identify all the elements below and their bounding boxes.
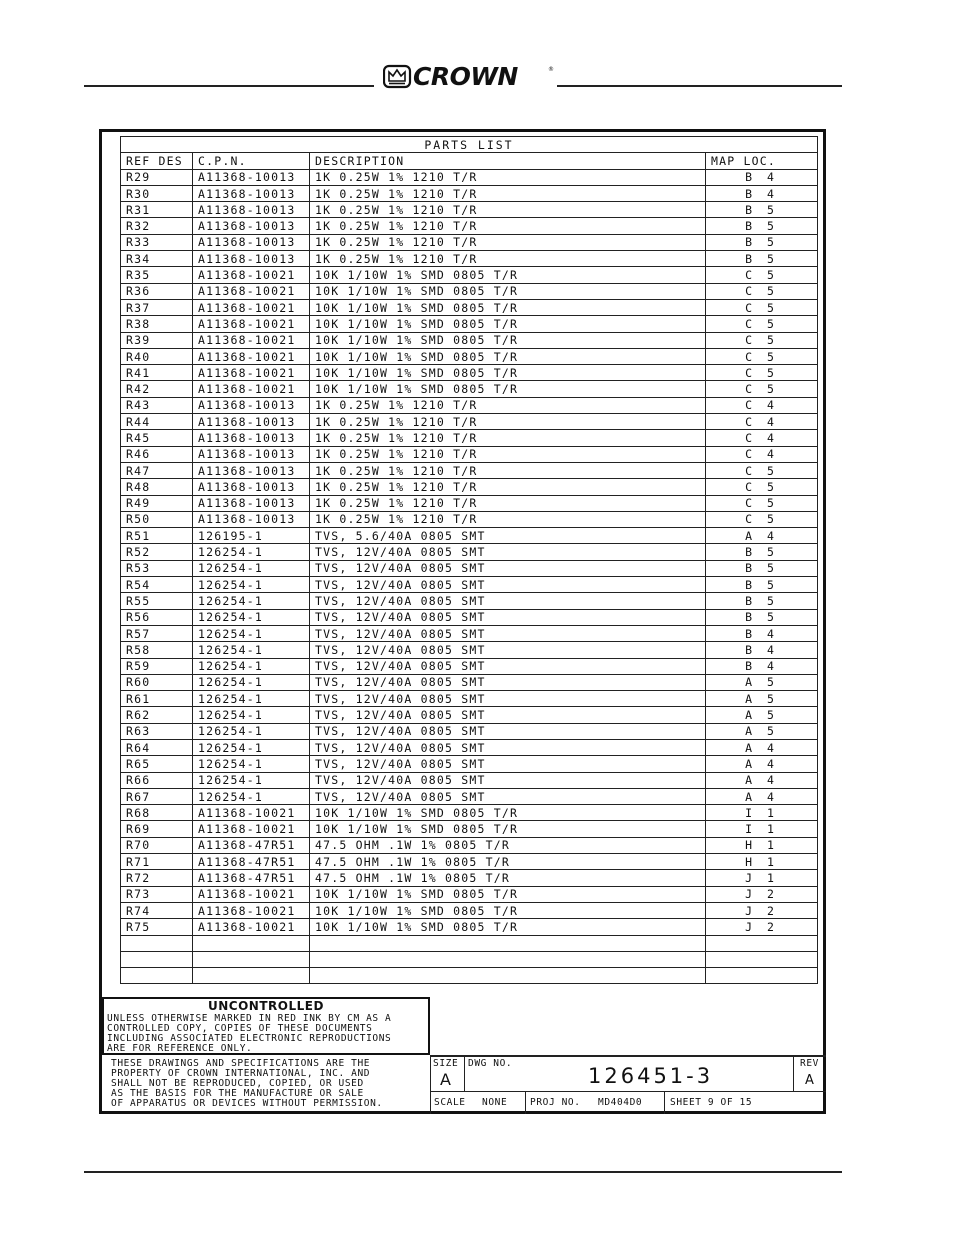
description-cell: 10K 1/10W 1% SMD 0805 T/R bbox=[310, 902, 706, 918]
description-cell: TVS, 12V/40A 0805 SMT bbox=[310, 723, 706, 739]
parts-list-row bbox=[121, 560, 818, 576]
ref-des-cell: R59 bbox=[121, 658, 193, 674]
crown-emblem-icon bbox=[383, 62, 555, 90]
parts-list-row bbox=[121, 625, 818, 641]
cpn-cell: 126254-1 bbox=[193, 723, 310, 739]
cpn-cell: A11368-10021 bbox=[193, 348, 310, 364]
cpn-cell: 126254-1 bbox=[193, 674, 310, 690]
parts-list-row bbox=[121, 202, 818, 218]
description-cell: 10K 1/10W 1% SMD 0805 T/R bbox=[310, 316, 706, 332]
ref-des-cell: R57 bbox=[121, 625, 193, 641]
map-loc-cell: C 5 bbox=[706, 348, 818, 364]
parts-list-row bbox=[121, 299, 818, 315]
parts-list-row bbox=[121, 365, 818, 381]
parts-list-title: PARTS LIST bbox=[121, 137, 818, 153]
map-loc-cell: C 5 bbox=[706, 365, 818, 381]
parts-list-row bbox=[121, 772, 818, 788]
cpn-cell: A11368-10021 bbox=[193, 283, 310, 299]
cpn-cell: 126254-1 bbox=[193, 593, 310, 609]
column-header-description: DESCRIPTION bbox=[310, 153, 706, 169]
cpn-cell: 126254-1 bbox=[193, 788, 310, 804]
map-loc-cell: B 5 bbox=[706, 593, 818, 609]
parts-list-row bbox=[121, 169, 818, 185]
description-cell: TVS, 12V/40A 0805 SMT bbox=[310, 560, 706, 576]
ref-des-cell: R62 bbox=[121, 707, 193, 723]
dwg-no-label: DWG NO. bbox=[468, 1058, 513, 1069]
description-cell: 10K 1/10W 1% SMD 0805 T/R bbox=[310, 381, 706, 397]
ref-des-cell: R56 bbox=[121, 609, 193, 625]
description-cell: 1K 0.25W 1% 1210 T/R bbox=[310, 430, 706, 446]
property-line: PROPERTY OF CROWN INTERNATIONAL, INC. AND bbox=[111, 1068, 371, 1079]
cpn-cell: A11368-10021 bbox=[193, 267, 310, 283]
parts-list-row bbox=[121, 837, 818, 853]
parts-list-row bbox=[121, 397, 818, 413]
uncontrolled-line: ARE FOR REFERENCE ONLY. bbox=[107, 1043, 253, 1054]
cpn-cell: A11368-10013 bbox=[193, 479, 310, 495]
map-loc-cell: C 5 bbox=[706, 267, 818, 283]
map-loc-cell: A 4 bbox=[706, 788, 818, 804]
cpn-cell: A11368-10013 bbox=[193, 169, 310, 185]
parts-list-row bbox=[121, 805, 818, 821]
map-loc-cell: A 5 bbox=[706, 723, 818, 739]
description-cell: 1K 0.25W 1% 1210 T/R bbox=[310, 202, 706, 218]
property-line: OF APPARATUS OR DEVICES WITHOUT PERMISSION. bbox=[111, 1098, 383, 1109]
cpn-cell: A11368-47R51 bbox=[193, 837, 310, 853]
svg-text:®: ® bbox=[548, 66, 554, 73]
uncontrolled-line: UNLESS OTHERWISE MARKED IN RED INK BY CM AS A bbox=[107, 1013, 392, 1024]
cpn-cell: A11368-10013 bbox=[193, 495, 310, 511]
ref-des-cell: R58 bbox=[121, 642, 193, 658]
map-loc-cell: A 5 bbox=[706, 674, 818, 690]
parts-list-row bbox=[121, 935, 818, 951]
description-cell: TVS, 12V/40A 0805 SMT bbox=[310, 642, 706, 658]
parts-list-row bbox=[121, 414, 818, 430]
parts-list-row bbox=[121, 479, 818, 495]
map-loc-cell: C 5 bbox=[706, 299, 818, 315]
cpn-cell: A11368-10021 bbox=[193, 805, 310, 821]
uncontrolled-notice bbox=[102, 997, 430, 1055]
uncontrolled-line: INCLUDING ASSOCIATED ELECTRONIC REPRODUCTIONS bbox=[107, 1033, 392, 1044]
ref-des-cell: R29 bbox=[121, 169, 193, 185]
description-cell: TVS, 12V/40A 0805 SMT bbox=[310, 658, 706, 674]
map-loc-cell: C 5 bbox=[706, 332, 818, 348]
header-rule-right bbox=[557, 85, 842, 87]
map-loc-cell: C 4 bbox=[706, 446, 818, 462]
ref-des-cell: R51 bbox=[121, 528, 193, 544]
cpn-cell: 126254-1 bbox=[193, 544, 310, 560]
description-cell: 1K 0.25W 1% 1210 T/R bbox=[310, 251, 706, 267]
ref-des-cell: R33 bbox=[121, 234, 193, 250]
ref-des-cell: R70 bbox=[121, 837, 193, 853]
map-loc-cell: B 5 bbox=[706, 560, 818, 576]
ref-des-cell: R69 bbox=[121, 821, 193, 837]
description-cell: 10K 1/10W 1% SMD 0805 T/R bbox=[310, 919, 706, 935]
map-loc-cell: B 4 bbox=[706, 169, 818, 185]
parts-list-row bbox=[121, 707, 818, 723]
cpn-cell: A11368-10021 bbox=[193, 886, 310, 902]
map-loc-cell: B 5 bbox=[706, 577, 818, 593]
parts-list-row bbox=[121, 528, 818, 544]
header-rule-left bbox=[84, 85, 374, 87]
map-loc-cell: B 4 bbox=[706, 185, 818, 201]
description-cell: 10K 1/10W 1% SMD 0805 T/R bbox=[310, 267, 706, 283]
parts-list-row bbox=[121, 332, 818, 348]
description-cell: 47.5 OHM .1W 1% 0805 T/R bbox=[310, 837, 706, 853]
cpn-cell: A11368-10013 bbox=[193, 511, 310, 527]
description-cell: TVS, 12V/40A 0805 SMT bbox=[310, 625, 706, 641]
map-loc-cell bbox=[706, 935, 818, 951]
map-loc-cell: B 4 bbox=[706, 642, 818, 658]
ref-des-cell: R43 bbox=[121, 397, 193, 413]
cpn-cell: A11368-10021 bbox=[193, 365, 310, 381]
parts-list-row bbox=[121, 739, 818, 755]
parts-list-table bbox=[120, 136, 818, 984]
cpn-cell: A11368-10021 bbox=[193, 902, 310, 918]
dwg-no-value: 126451-3 bbox=[588, 1064, 714, 1088]
ref-des-cell: R55 bbox=[121, 593, 193, 609]
cpn-cell: A11368-47R51 bbox=[193, 870, 310, 886]
parts-list-row bbox=[121, 348, 818, 364]
ref-des-cell: R48 bbox=[121, 479, 193, 495]
map-loc-cell: C 5 bbox=[706, 495, 818, 511]
cpn-cell: 126195-1 bbox=[193, 528, 310, 544]
ref-des-cell: R34 bbox=[121, 251, 193, 267]
property-line: SHALL NOT BE REPRODUCED, COPIED, OR USED bbox=[111, 1078, 364, 1089]
uncontrolled-heading: UNCONTROLLED bbox=[208, 999, 324, 1013]
rev-label: REV bbox=[800, 1058, 819, 1069]
ref-des-cell: R68 bbox=[121, 805, 193, 821]
parts-list-row bbox=[121, 674, 818, 690]
ref-des-cell: R71 bbox=[121, 854, 193, 870]
map-loc-cell: B 5 bbox=[706, 609, 818, 625]
cpn-cell: 126254-1 bbox=[193, 739, 310, 755]
cpn-cell: 126254-1 bbox=[193, 691, 310, 707]
ref-des-cell bbox=[121, 968, 193, 984]
map-loc-cell: C 5 bbox=[706, 511, 818, 527]
cpn-cell: A11368-10021 bbox=[193, 316, 310, 332]
ref-des-cell: R30 bbox=[121, 185, 193, 201]
ref-des-cell: R54 bbox=[121, 577, 193, 593]
map-loc-cell: B 4 bbox=[706, 625, 818, 641]
ref-des-cell: R31 bbox=[121, 202, 193, 218]
title-block-rule bbox=[664, 1091, 665, 1114]
footer-rule bbox=[84, 1171, 842, 1173]
map-loc-cell: A 5 bbox=[706, 691, 818, 707]
ref-des-cell: R64 bbox=[121, 739, 193, 755]
title-block-rule bbox=[430, 1091, 826, 1092]
map-loc-cell: A 4 bbox=[706, 772, 818, 788]
cpn-cell: 126254-1 bbox=[193, 609, 310, 625]
ref-des-cell: R37 bbox=[121, 299, 193, 315]
cpn-cell: A11368-10013 bbox=[193, 234, 310, 250]
proj-no-label: PROJ NO. bbox=[530, 1097, 581, 1108]
map-loc-cell: J 2 bbox=[706, 919, 818, 935]
ref-des-cell: R42 bbox=[121, 381, 193, 397]
map-loc-cell: C 5 bbox=[706, 462, 818, 478]
cpn-cell: A11368-10013 bbox=[193, 202, 310, 218]
map-loc-cell: A 4 bbox=[706, 528, 818, 544]
brand-wordmark: CROWN bbox=[413, 62, 518, 90]
map-loc-cell: I 1 bbox=[706, 821, 818, 837]
map-loc-cell: B 5 bbox=[706, 251, 818, 267]
map-loc-cell: C 4 bbox=[706, 397, 818, 413]
description-cell bbox=[310, 935, 706, 951]
column-header-map-loc: MAP LOC. bbox=[706, 153, 818, 169]
ref-des-cell: R35 bbox=[121, 267, 193, 283]
parts-list-row bbox=[121, 316, 818, 332]
ref-des-cell: R60 bbox=[121, 674, 193, 690]
description-cell: 10K 1/10W 1% SMD 0805 T/R bbox=[310, 299, 706, 315]
parts-list-row bbox=[121, 788, 818, 804]
title-block-rule bbox=[525, 1091, 526, 1114]
ref-des-cell: R66 bbox=[121, 772, 193, 788]
parts-list-row bbox=[121, 251, 818, 267]
cpn-cell: A11368-10021 bbox=[193, 332, 310, 348]
cpn-cell: 126254-1 bbox=[193, 772, 310, 788]
size-label: SIZE bbox=[433, 1058, 459, 1069]
cpn-cell: A11368-10021 bbox=[193, 919, 310, 935]
cpn-cell: 126254-1 bbox=[193, 642, 310, 658]
title-block-rule bbox=[430, 1055, 431, 1114]
cpn-cell: A11368-10021 bbox=[193, 821, 310, 837]
map-loc-cell: J 2 bbox=[706, 902, 818, 918]
property-notice bbox=[102, 1055, 430, 1114]
column-header-cpn: C.P.N. bbox=[193, 153, 310, 169]
cpn-cell: 126254-1 bbox=[193, 560, 310, 576]
description-cell: 10K 1/10W 1% SMD 0805 T/R bbox=[310, 886, 706, 902]
parts-list-row bbox=[121, 511, 818, 527]
sheet-label: SHEET 9 OF 15 bbox=[670, 1097, 753, 1108]
map-loc-cell: C 5 bbox=[706, 316, 818, 332]
description-cell: 1K 0.25W 1% 1210 T/R bbox=[310, 446, 706, 462]
parts-list-row bbox=[121, 919, 818, 935]
description-cell: TVS, 12V/40A 0805 SMT bbox=[310, 593, 706, 609]
description-cell: TVS, 12V/40A 0805 SMT bbox=[310, 577, 706, 593]
description-cell: 1K 0.25W 1% 1210 T/R bbox=[310, 185, 706, 201]
description-cell: TVS, 12V/40A 0805 SMT bbox=[310, 707, 706, 723]
ref-des-cell bbox=[121, 935, 193, 951]
ref-des-cell: R67 bbox=[121, 788, 193, 804]
parts-list-row bbox=[121, 185, 818, 201]
parts-list-row bbox=[121, 430, 818, 446]
parts-list-row bbox=[121, 609, 818, 625]
ref-des-cell: R73 bbox=[121, 886, 193, 902]
parts-list-row bbox=[121, 642, 818, 658]
cpn-cell: 126254-1 bbox=[193, 658, 310, 674]
parts-list-row bbox=[121, 283, 818, 299]
description-cell: 1K 0.25W 1% 1210 T/R bbox=[310, 414, 706, 430]
ref-des-cell: R50 bbox=[121, 511, 193, 527]
parts-list-row bbox=[121, 756, 818, 772]
parts-list-row bbox=[121, 821, 818, 837]
ref-des-cell: R39 bbox=[121, 332, 193, 348]
description-cell: 1K 0.25W 1% 1210 T/R bbox=[310, 462, 706, 478]
cpn-cell: A11368-10013 bbox=[193, 397, 310, 413]
parts-list-row bbox=[121, 886, 818, 902]
cpn-cell: A11368-10013 bbox=[193, 414, 310, 430]
cpn-cell: A11368-10013 bbox=[193, 218, 310, 234]
map-loc-cell: C 4 bbox=[706, 430, 818, 446]
title-block-rule bbox=[430, 1055, 826, 1057]
parts-list-row bbox=[121, 544, 818, 560]
property-line: AS THE BASIS FOR THE MANUFACTURE OR SALE bbox=[111, 1088, 364, 1099]
cpn-cell: A11368-47R51 bbox=[193, 854, 310, 870]
map-loc-cell: C 5 bbox=[706, 283, 818, 299]
ref-des-cell: R38 bbox=[121, 316, 193, 332]
scale-value: NONE bbox=[482, 1097, 508, 1108]
parts-list-row bbox=[121, 495, 818, 511]
description-cell: 1K 0.25W 1% 1210 T/R bbox=[310, 397, 706, 413]
ref-des-cell: R36 bbox=[121, 283, 193, 299]
ref-des-cell: R40 bbox=[121, 348, 193, 364]
map-loc-cell: B 5 bbox=[706, 544, 818, 560]
proj-no-value: MD404D0 bbox=[598, 1097, 643, 1108]
parts-list-row bbox=[121, 902, 818, 918]
cpn-cell bbox=[193, 951, 310, 967]
description-cell: 47.5 OHM .1W 1% 0805 T/R bbox=[310, 870, 706, 886]
description-cell: TVS, 5.6/40A 0805 SMT bbox=[310, 528, 706, 544]
map-loc-cell bbox=[706, 968, 818, 984]
uncontrolled-line: CONTROLLED COPY, COPIES OF THESE DOCUMENTS bbox=[107, 1023, 373, 1034]
ref-des-cell: R72 bbox=[121, 870, 193, 886]
cpn-cell: 126254-1 bbox=[193, 707, 310, 723]
cpn-cell: 126254-1 bbox=[193, 577, 310, 593]
cpn-cell: 126254-1 bbox=[193, 625, 310, 641]
map-loc-cell: J 1 bbox=[706, 870, 818, 886]
parts-list-row bbox=[121, 267, 818, 283]
ref-des-cell bbox=[121, 951, 193, 967]
parts-list-row bbox=[121, 691, 818, 707]
description-cell: 10K 1/10W 1% SMD 0805 T/R bbox=[310, 365, 706, 381]
parts-list-row bbox=[121, 234, 818, 250]
description-cell: 10K 1/10W 1% SMD 0805 T/R bbox=[310, 283, 706, 299]
map-loc-cell: A 5 bbox=[706, 707, 818, 723]
ref-des-cell: R53 bbox=[121, 560, 193, 576]
property-line: THESE DRAWINGS AND SPECIFICATIONS ARE THE bbox=[111, 1058, 371, 1069]
description-cell: TVS, 12V/40A 0805 SMT bbox=[310, 609, 706, 625]
map-loc-cell: B 5 bbox=[706, 202, 818, 218]
map-loc-cell: H 1 bbox=[706, 837, 818, 853]
description-cell: TVS, 12V/40A 0805 SMT bbox=[310, 674, 706, 690]
scale-label: SCALE bbox=[434, 1097, 466, 1108]
ref-des-cell: R45 bbox=[121, 430, 193, 446]
cpn-cell: A11368-10021 bbox=[193, 299, 310, 315]
ref-des-cell: R41 bbox=[121, 365, 193, 381]
map-loc-cell: C 5 bbox=[706, 479, 818, 495]
parts-list-row bbox=[121, 854, 818, 870]
map-loc-cell: B 4 bbox=[706, 658, 818, 674]
description-cell: 1K 0.25W 1% 1210 T/R bbox=[310, 479, 706, 495]
parts-list-row bbox=[121, 577, 818, 593]
description-cell: 10K 1/10W 1% SMD 0805 T/R bbox=[310, 332, 706, 348]
description-cell: 10K 1/10W 1% SMD 0805 T/R bbox=[310, 348, 706, 364]
cpn-cell: A11368-10013 bbox=[193, 251, 310, 267]
parts-list-row bbox=[121, 723, 818, 739]
ref-des-cell: R65 bbox=[121, 756, 193, 772]
ref-des-cell: R49 bbox=[121, 495, 193, 511]
description-cell: TVS, 12V/40A 0805 SMT bbox=[310, 788, 706, 804]
parts-list-row bbox=[121, 968, 818, 984]
map-loc-cell: H 1 bbox=[706, 854, 818, 870]
parts-list-row bbox=[121, 658, 818, 674]
rev-value: A bbox=[805, 1073, 815, 1088]
ref-des-cell: R63 bbox=[121, 723, 193, 739]
map-loc-cell: B 5 bbox=[706, 234, 818, 250]
parts-list-row bbox=[121, 218, 818, 234]
cpn-cell: 126254-1 bbox=[193, 756, 310, 772]
parts-list-row bbox=[121, 462, 818, 478]
size-value: A bbox=[440, 1070, 452, 1089]
description-cell: 47.5 OHM .1W 1% 0805 T/R bbox=[310, 854, 706, 870]
map-loc-cell: C 4 bbox=[706, 414, 818, 430]
ref-des-cell: R75 bbox=[121, 919, 193, 935]
title-block-rule bbox=[464, 1055, 465, 1091]
cpn-cell: A11368-10013 bbox=[193, 185, 310, 201]
map-loc-cell: I 1 bbox=[706, 805, 818, 821]
parts-list-row bbox=[121, 593, 818, 609]
ref-des-cell: R47 bbox=[121, 462, 193, 478]
parts-list-row bbox=[121, 381, 818, 397]
ref-des-cell: R32 bbox=[121, 218, 193, 234]
description-cell: TVS, 12V/40A 0805 SMT bbox=[310, 691, 706, 707]
description-cell: 1K 0.25W 1% 1210 T/R bbox=[310, 495, 706, 511]
cpn-cell: A11368-10013 bbox=[193, 430, 310, 446]
parts-list-row bbox=[121, 446, 818, 462]
map-loc-cell: A 4 bbox=[706, 756, 818, 772]
ref-des-cell: R61 bbox=[121, 691, 193, 707]
description-cell: 1K 0.25W 1% 1210 T/R bbox=[310, 511, 706, 527]
description-cell: TVS, 12V/40A 0805 SMT bbox=[310, 756, 706, 772]
map-loc-cell: C 5 bbox=[706, 381, 818, 397]
description-cell: TVS, 12V/40A 0805 SMT bbox=[310, 739, 706, 755]
cpn-cell: A11368-10013 bbox=[193, 462, 310, 478]
parts-list-row bbox=[121, 870, 818, 886]
cpn-cell bbox=[193, 968, 310, 984]
description-cell bbox=[310, 951, 706, 967]
ref-des-cell: R74 bbox=[121, 902, 193, 918]
description-cell: 10K 1/10W 1% SMD 0805 T/R bbox=[310, 805, 706, 821]
ref-des-cell: R52 bbox=[121, 544, 193, 560]
map-loc-cell bbox=[706, 951, 818, 967]
ref-des-cell: R44 bbox=[121, 414, 193, 430]
map-loc-cell: J 2 bbox=[706, 886, 818, 902]
cpn-cell: A11368-10021 bbox=[193, 381, 310, 397]
map-loc-cell: A 4 bbox=[706, 739, 818, 755]
description-cell: 10K 1/10W 1% SMD 0805 T/R bbox=[310, 821, 706, 837]
ref-des-cell: R46 bbox=[121, 446, 193, 462]
parts-list-row bbox=[121, 951, 818, 967]
description-cell: 1K 0.25W 1% 1210 T/R bbox=[310, 169, 706, 185]
cpn-cell bbox=[193, 935, 310, 951]
description-cell: TVS, 12V/40A 0805 SMT bbox=[310, 544, 706, 560]
column-header-ref-des: REF DES bbox=[121, 153, 193, 169]
title-block-rule bbox=[793, 1055, 794, 1091]
description-cell bbox=[310, 968, 706, 984]
map-loc-cell: B 5 bbox=[706, 218, 818, 234]
description-cell: 1K 0.25W 1% 1210 T/R bbox=[310, 218, 706, 234]
description-cell: TVS, 12V/40A 0805 SMT bbox=[310, 772, 706, 788]
description-cell: 1K 0.25W 1% 1210 T/R bbox=[310, 234, 706, 250]
crown-logo bbox=[383, 62, 555, 90]
cpn-cell: A11368-10013 bbox=[193, 446, 310, 462]
